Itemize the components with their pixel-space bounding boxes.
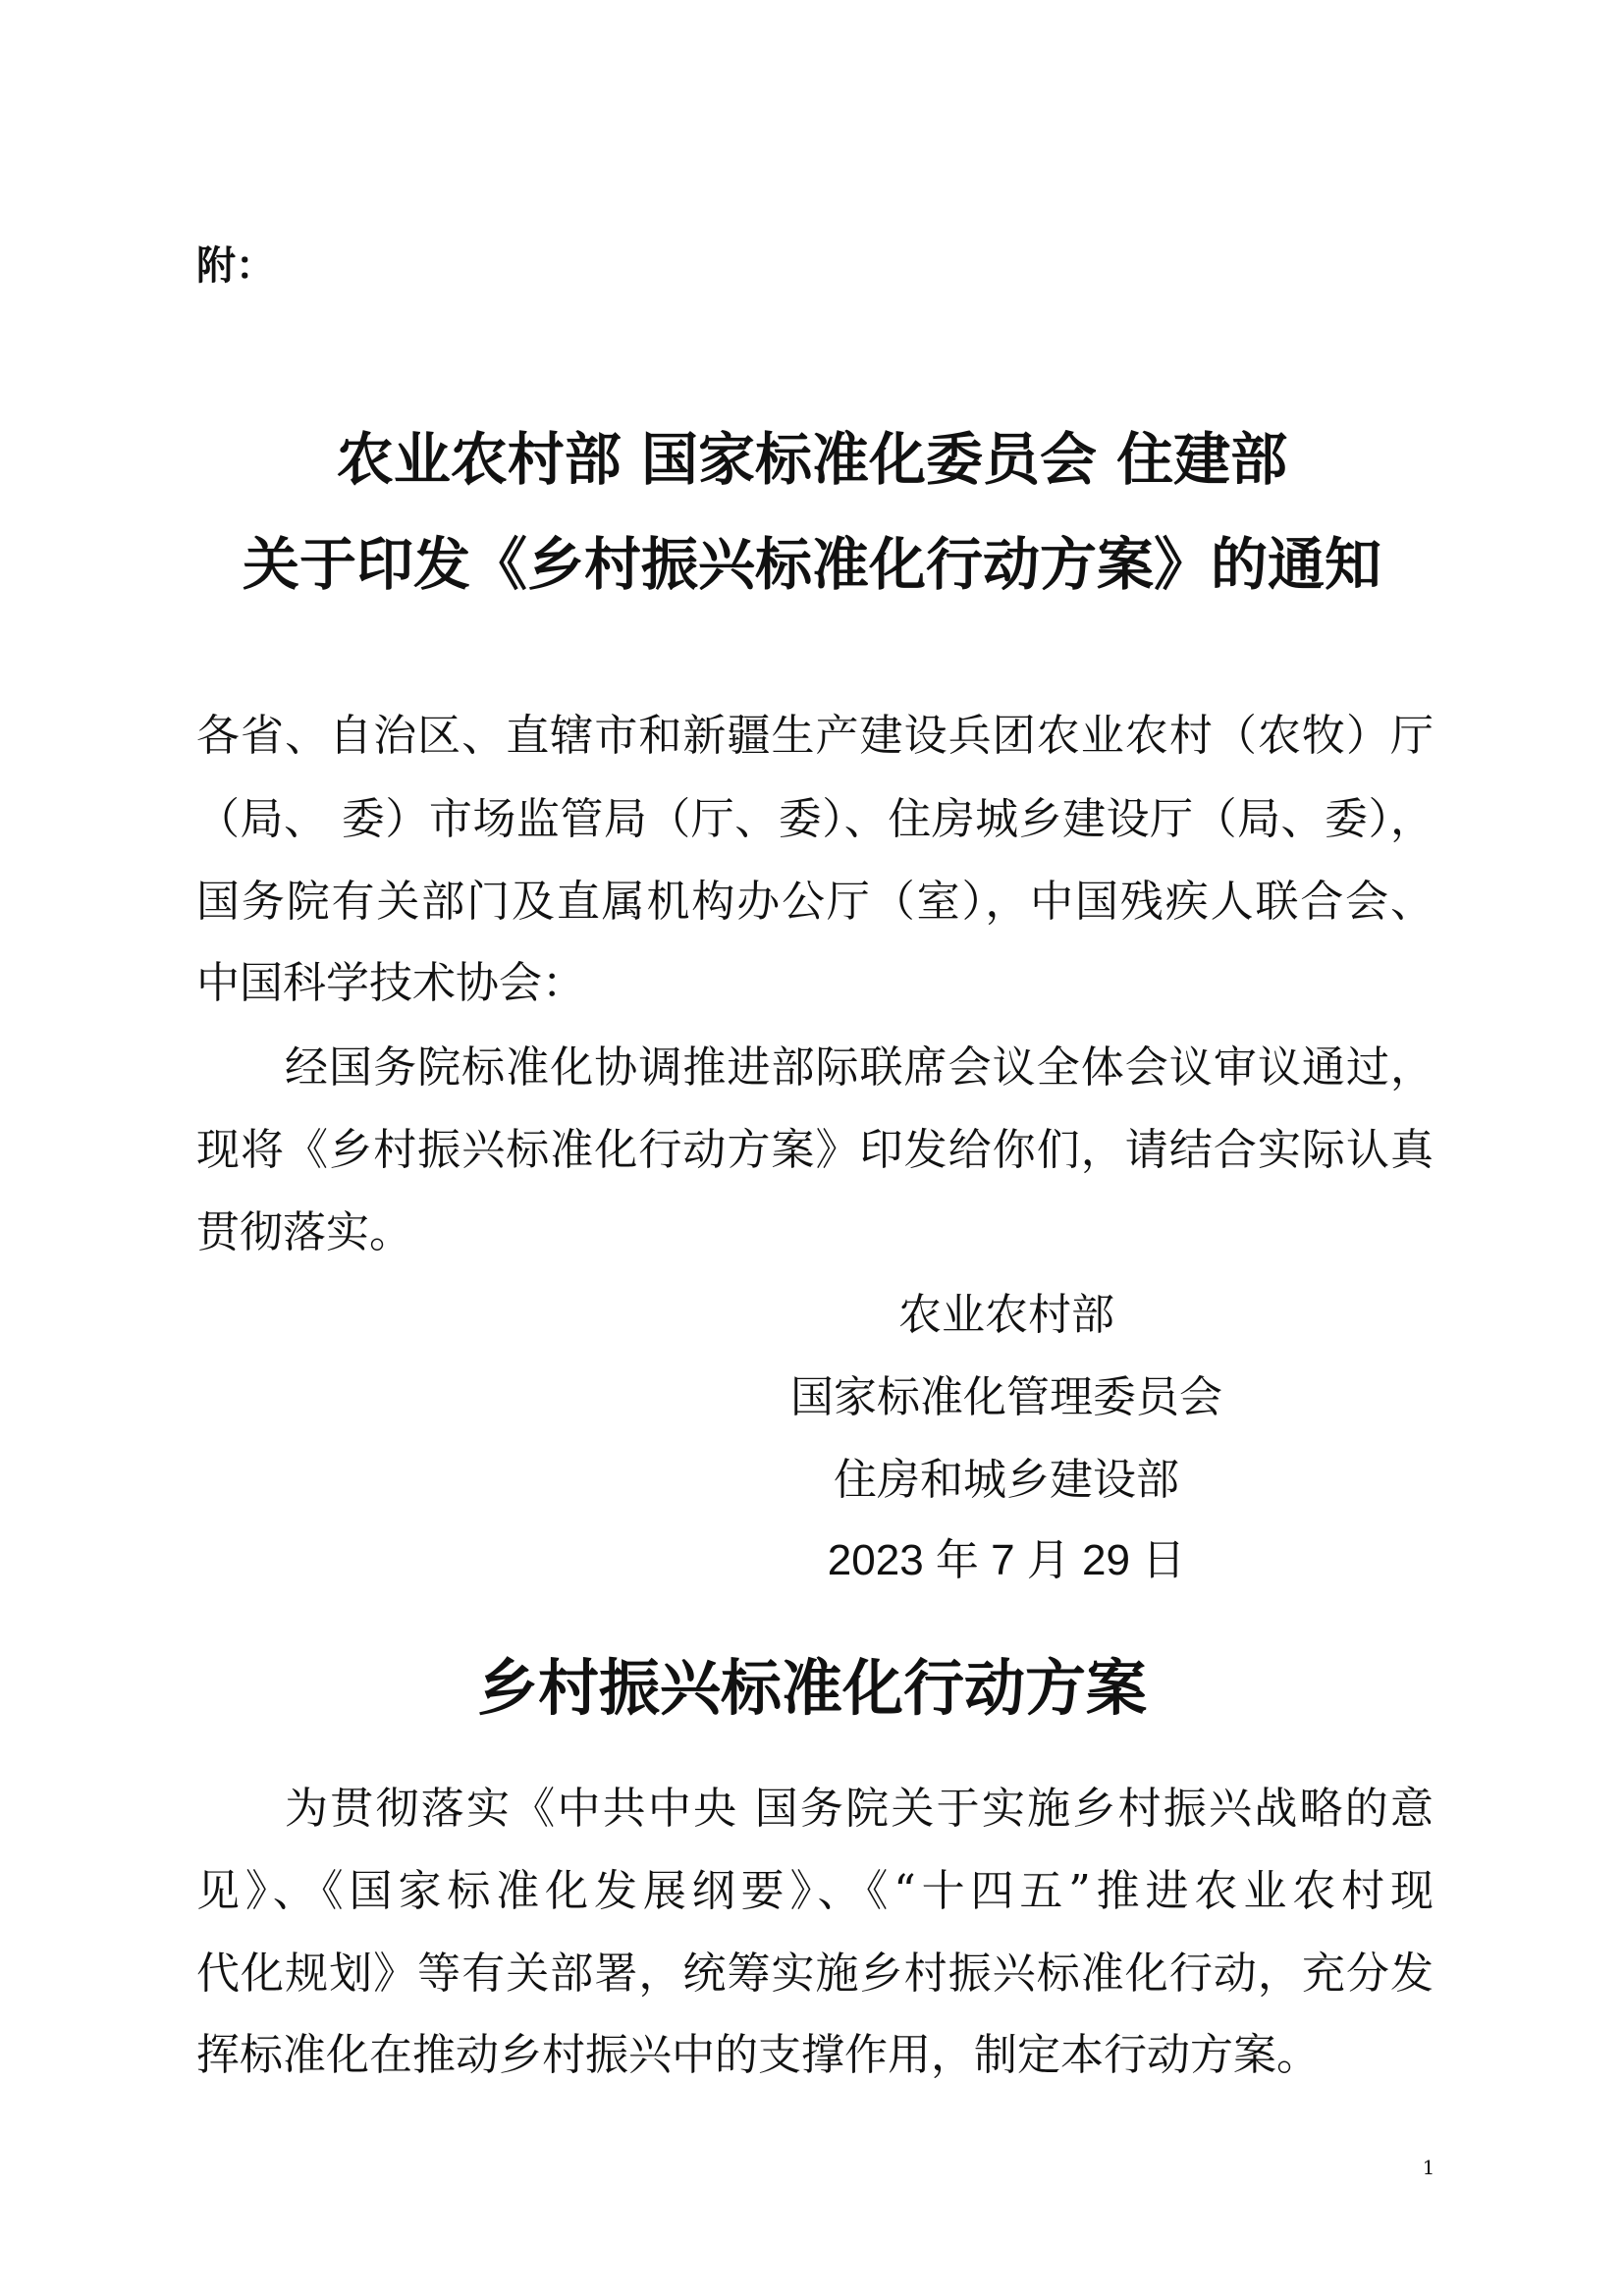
body-line: 现将《乡村振兴标准化行动方案》印发给你们，请结合实际认真 [196, 1125, 1434, 1175]
signatory: 农业农村部 [898, 1290, 1114, 1340]
addressee-line: 中国科学技术协会： [196, 958, 585, 1008]
addressee-line: （局、 委）市场监管局（厅、委）、住房城乡建设厅（局、委）， [196, 794, 1434, 844]
signatory: 住房和城乡建设部 [834, 1455, 1179, 1505]
notice-title-line-1: 农业农村部 国家标准化委员会 住建部 [336, 426, 1288, 493]
plan-intro-line: 见》、《国家标准化发展纲要》、《“十四五”推进农业农村现 [196, 1866, 1434, 1916]
plan-intro-line: 代化规划》等有关部署，统筹实施乡村振兴标准化行动，充分发 [196, 1949, 1434, 1999]
notice-title-line-2: 关于印发《乡村振兴标准化行动方案》的通知 [242, 531, 1381, 598]
addressee-line: 各省、自治区、直辖市和新疆生产建设兵团农业农村（农牧）厅 [196, 711, 1434, 761]
attachment-label: 附： [196, 243, 275, 289]
body-line: 贯彻落实。 [196, 1207, 412, 1257]
page-number: 1 [1422, 2156, 1435, 2179]
notice-date: 2023 年 7 月 29 日 [827, 1536, 1186, 1584]
plan-intro-line: 为贯彻落实《中共中央 国务院关于实施乡村振兴战略的意 [285, 1784, 1434, 1834]
signatory: 国家标准化管理委员会 [790, 1372, 1222, 1422]
plan-intro-line: 挥标准化在推动乡村振兴中的支撑作用，制定本行动方案。 [196, 2030, 1320, 2080]
body-line: 经国务院标准化协调推进部际联席会议全体会议审议通过， [285, 1042, 1434, 1093]
plan-title: 乡村振兴标准化行动方案 [476, 1652, 1147, 1724]
addressee-line: 国务院有关部门及直属机构办公厅（室），中国残疾人联合会、 [196, 877, 1434, 927]
